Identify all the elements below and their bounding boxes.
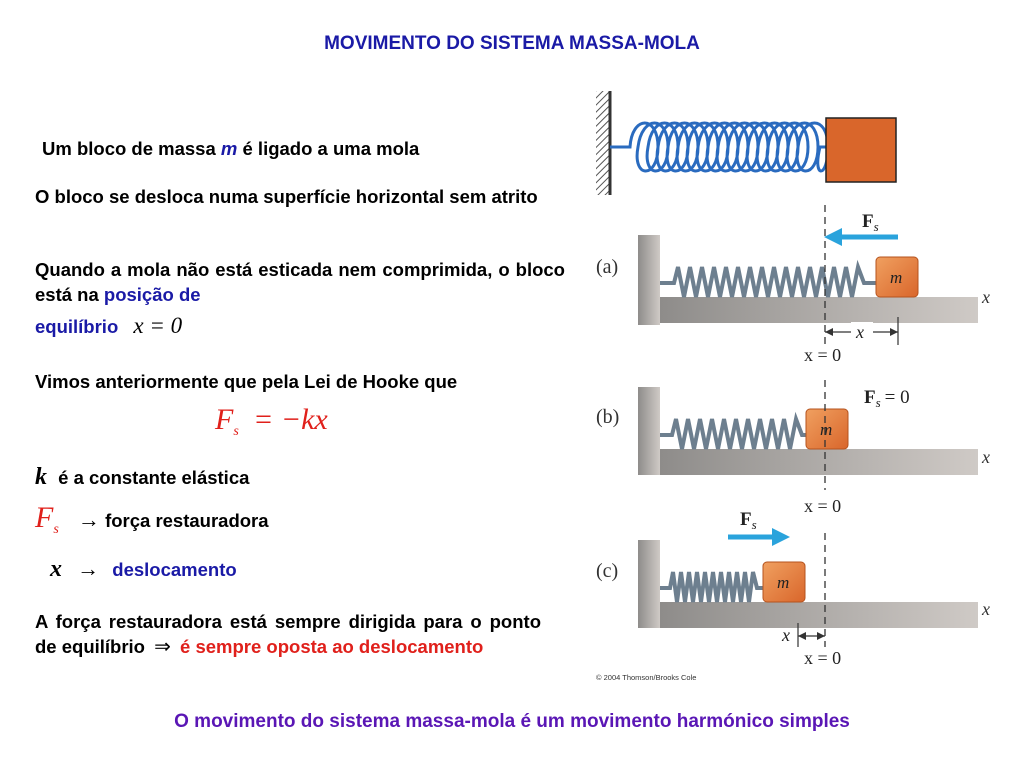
panel-a-wall bbox=[638, 235, 660, 325]
panel-a-floor bbox=[660, 297, 978, 323]
panel-c-fs: $F_s$ bbox=[740, 509, 757, 532]
copyright-note: © 2004 Thomson/Brooks Cole bbox=[596, 673, 697, 682]
panel-c-x-arrow-right bbox=[817, 632, 825, 640]
hooke-equation bbox=[215, 403, 328, 440]
panel-c-axis-label: x bbox=[982, 599, 990, 619]
panel-a-label: (a) bbox=[596, 256, 619, 278]
fs-arrow: → bbox=[77, 507, 100, 532]
k-text: é a constante elástica bbox=[58, 467, 250, 488]
panel-b-wall bbox=[638, 387, 660, 475]
intro-line bbox=[42, 136, 419, 161]
panel-c-x-zero: x = 0 bbox=[804, 648, 842, 668]
equilibrium-body: Quando a mola não está esticada nem comprimida, o bloco está na bbox=[35, 259, 565, 305]
panel-c-x-label: x bbox=[782, 625, 790, 645]
panel-a-axis-label: x bbox=[982, 287, 990, 307]
top-diagram bbox=[596, 91, 896, 195]
panel-a bbox=[596, 205, 990, 365]
panel-b-x-zero: x = 0 bbox=[804, 496, 842, 516]
top-spring bbox=[610, 123, 828, 171]
hooke-rhs: = −kx bbox=[253, 403, 328, 436]
equilibrium-highlight-1: posição de bbox=[103, 284, 201, 305]
panel-a-block-label: m bbox=[890, 268, 903, 287]
x-text: deslocamento bbox=[112, 559, 237, 580]
restoring-red: é sempre oposta ao deslocamento bbox=[180, 636, 484, 657]
equilibrium-equation: x = 0 bbox=[133, 313, 183, 338]
implies-symbol: ⇒ bbox=[154, 636, 171, 658]
x-symbol: x bbox=[50, 556, 62, 582]
k-definition bbox=[35, 465, 249, 490]
k-symbol: k bbox=[35, 464, 47, 490]
surface-text: O bloco se desloca numa superfície horizontal sem atrito bbox=[35, 186, 538, 207]
panel-b-spring bbox=[660, 419, 810, 449]
panel-a-x-arrow-right bbox=[890, 328, 898, 336]
restoring-body: A força restauradora está sempre dirigida para o ponto de equilíbrio bbox=[35, 611, 541, 657]
panel-a-x-zero: x = 0 bbox=[804, 345, 842, 365]
x-arrow: → bbox=[77, 556, 100, 581]
panel-b bbox=[596, 380, 990, 516]
restoring-text bbox=[35, 609, 541, 660]
top-block bbox=[826, 118, 896, 182]
panel-b-floor bbox=[660, 449, 978, 475]
panel-c-label: (c) bbox=[596, 560, 619, 582]
panel-c-x-arrow-left bbox=[798, 632, 806, 640]
top-wall bbox=[596, 91, 610, 195]
panel-c-force-arrowhead bbox=[772, 528, 790, 546]
page-title: MOVIMENTO DO SISTEMA MASSA-MOLA bbox=[324, 33, 700, 54]
equilibrium-text bbox=[35, 257, 565, 307]
footer-statement: O movimento do sistema massa-mola é um movimento harmónico simples bbox=[174, 711, 850, 732]
x-definition bbox=[50, 556, 237, 582]
intro-m: m bbox=[220, 138, 238, 159]
hooke-f-sub: s bbox=[233, 424, 239, 439]
fs-symbol: F bbox=[35, 501, 54, 534]
panel-c-block-label: m bbox=[777, 573, 790, 592]
panel-c-floor bbox=[660, 602, 978, 628]
hooke-f: F bbox=[215, 403, 234, 436]
equilibrium-highlight-2: equilíbrio bbox=[35, 316, 119, 337]
panel-a-x-label: x bbox=[856, 322, 864, 342]
panel-a-space bbox=[638, 235, 978, 297]
fs-sub: s bbox=[53, 522, 59, 537]
panel-c-wall bbox=[638, 540, 660, 628]
panel-b-block-label: m bbox=[820, 420, 833, 439]
panel-a-x-arrow-left bbox=[825, 328, 833, 336]
panel-c-spring bbox=[660, 572, 764, 602]
equilibrium-line-3 bbox=[35, 313, 182, 339]
panel-b-fs-zero: $F_s = 0$ bbox=[864, 387, 910, 410]
intro-after: é ligado a uma mola bbox=[242, 138, 420, 159]
panel-a-fs: $F_s$ bbox=[862, 211, 879, 234]
panel-b-label: (b) bbox=[596, 406, 620, 428]
panel-c bbox=[596, 509, 990, 668]
intro-before: Um bloco de massa bbox=[42, 138, 216, 159]
panel-b-axis-label: x bbox=[982, 447, 990, 467]
hooke-intro: Vimos anteriormente que pela Lei de Hooke que bbox=[35, 371, 458, 392]
fs-text: força restauradora bbox=[105, 510, 269, 531]
fs-definition bbox=[35, 501, 269, 545]
spring-mass-figure bbox=[580, 85, 1000, 685]
